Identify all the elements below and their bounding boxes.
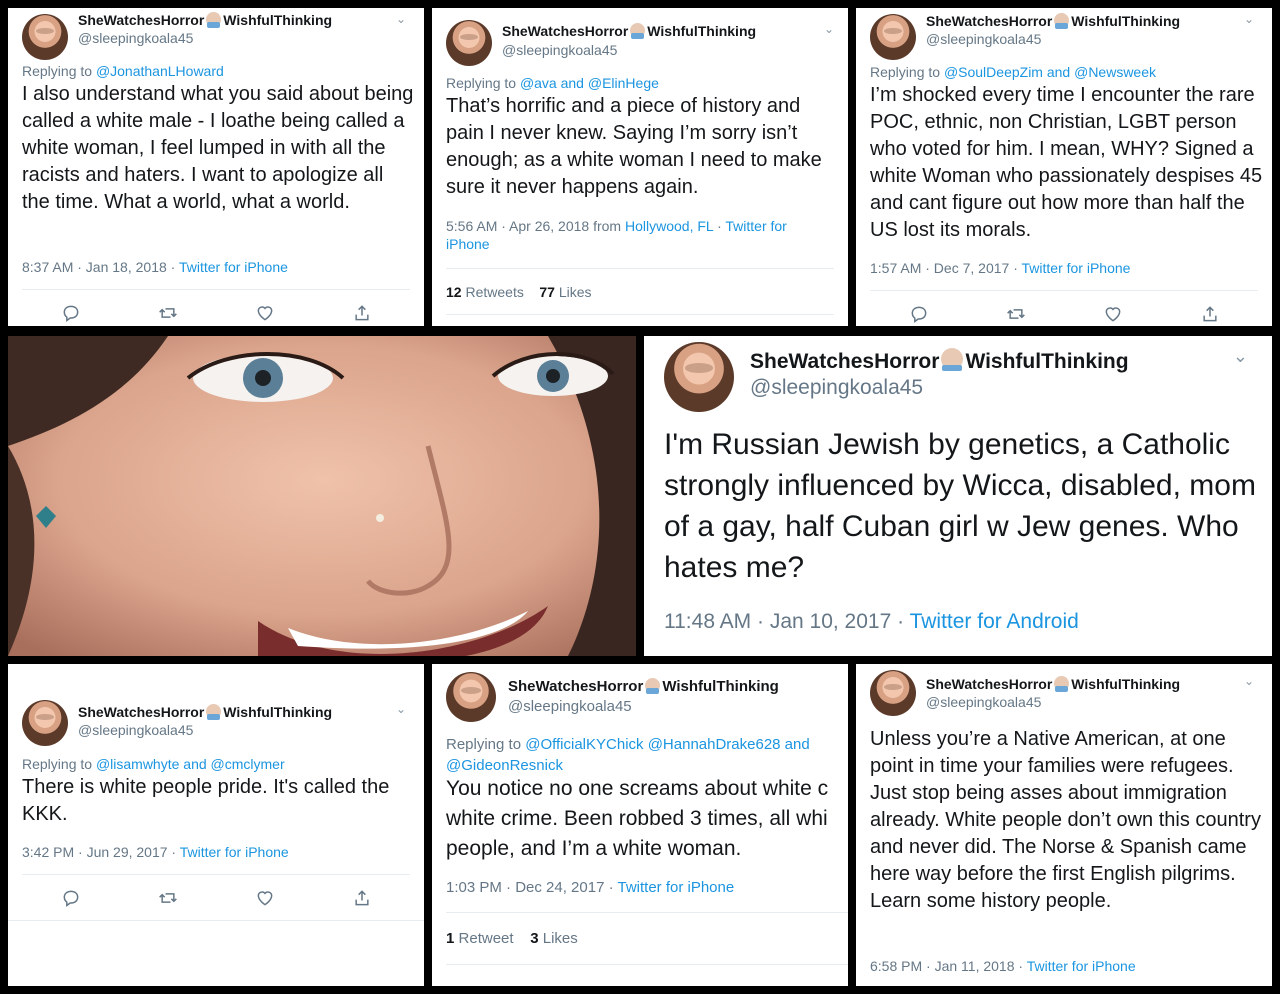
tweet-time[interactable]: 1:03 PM · Dec 24, 2017 · — [446, 879, 618, 896]
replying-to — [870, 64, 1156, 80]
display-name-right: WishfulThinking — [965, 350, 1129, 373]
technologist-emoji-icon — [645, 678, 660, 693]
tweet-time[interactable]: 3:42 PM · Jun 29, 2017 · — [22, 844, 180, 860]
tweet-timestamp — [446, 879, 734, 896]
tweet-time[interactable]: 11:48 AM · Jan 10, 2017 · — [664, 610, 910, 633]
reply-icon[interactable] — [60, 302, 82, 324]
face-illustration — [8, 336, 636, 656]
chevron-down-icon[interactable]: ⌄ — [1243, 12, 1254, 26]
tweet-text: Unless you’re a Native American, at one point in time your families were refugees. Just stop being asses about immigration already. White people don’t own this country and never did. The Norse & Spanish came here way before the first English pilgrims. Learn some history people. — [870, 728, 1261, 912]
tweet-time[interactable]: 5:56 AM · Apr 26, 2018 from — [446, 218, 625, 234]
user-handle[interactable]: @sleepingkoala45 — [750, 376, 924, 399]
avatar[interactable] — [22, 14, 68, 60]
display-name[interactable] — [926, 676, 1180, 692]
technologist-emoji-icon — [1054, 13, 1069, 28]
reply-icon[interactable] — [60, 887, 82, 909]
user-handle[interactable]: @sleepingkoala45 — [78, 30, 194, 46]
divider — [446, 912, 848, 913]
tweet-card-6 — [432, 664, 848, 986]
tweet-card-5 — [8, 664, 424, 986]
tweet-timestamp — [870, 958, 1136, 974]
tweet-timestamp — [446, 217, 826, 253]
user-handle[interactable]: @sleepingkoala45 — [926, 694, 1042, 710]
replying-to — [22, 756, 285, 772]
display-name-left: SheWatchesHorror — [508, 678, 644, 695]
display-name[interactable] — [78, 704, 332, 720]
chevron-down-icon[interactable]: ⌄ — [1232, 346, 1248, 366]
like-icon[interactable] — [254, 302, 276, 324]
tweet-timestamp — [22, 844, 289, 860]
avatar[interactable] — [664, 342, 734, 412]
retweet-count-label[interactable]: Retweet — [458, 930, 514, 947]
display-name[interactable] — [502, 23, 756, 39]
tweet-timestamp — [664, 610, 1079, 634]
display-name-left: SheWatchesHorror — [926, 676, 1053, 692]
user-handle[interactable]: @sleepingkoala45 — [926, 31, 1042, 47]
like-count-label[interactable]: Likes — [558, 284, 592, 300]
display-name[interactable] — [78, 12, 332, 28]
avatar[interactable] — [870, 14, 916, 60]
technologist-emoji-icon — [206, 704, 221, 719]
tweet-text: You notice no one screams about white c white crime. Been robbed 3 times, all whi people, and I’m a white woman. — [446, 777, 829, 860]
technologist-emoji-icon — [1054, 676, 1069, 691]
action-bar — [22, 302, 410, 324]
reply-mention-link[interactable]: @ava and @ElinHege — [519, 75, 659, 91]
like-icon[interactable] — [1102, 303, 1124, 325]
tweet-card-2 — [432, 8, 848, 326]
user-handle[interactable]: @sleepingkoala45 — [502, 42, 618, 58]
replying-to-label: Replying to — [446, 75, 520, 91]
tweet-time[interactable]: 8:37 AM · Jan 18, 2018 · — [22, 259, 179, 275]
reply-icon[interactable] — [908, 303, 930, 325]
engagement-stats — [446, 930, 578, 947]
technologist-emoji-icon — [206, 12, 221, 27]
display-name-left: SheWatchesHorror — [750, 350, 940, 373]
display-name-right: WishfulThinking — [647, 23, 757, 39]
tweet-source-link[interactable]: Twitter for Android — [909, 610, 1079, 633]
chevron-down-icon[interactable]: ⌄ — [1243, 674, 1254, 688]
reply-mention-link[interactable]: @SoulDeepZim and @Newsweek — [943, 64, 1157, 80]
engagement-stats — [446, 284, 592, 300]
like-icon[interactable] — [254, 887, 276, 909]
tweet-source-link[interactable]: Twitter for iPhone — [1021, 260, 1131, 276]
retweet-icon[interactable] — [1005, 303, 1027, 325]
replying-to-label: Replying to — [22, 756, 96, 772]
display-name-left: SheWatchesHorror — [502, 23, 629, 39]
replying-to — [446, 75, 659, 91]
divider — [22, 874, 410, 875]
divider — [22, 289, 410, 290]
user-handle[interactable]: @sleepingkoala45 — [508, 698, 632, 715]
divider — [446, 268, 834, 269]
reply-mention-link[interactable]: @JonathanLHoward — [95, 63, 224, 79]
retweet-icon[interactable] — [157, 302, 179, 324]
like-count[interactable]: 77 — [539, 284, 555, 300]
divider — [8, 920, 424, 921]
divider — [446, 314, 834, 315]
display-name[interactable] — [926, 13, 1180, 29]
avatar[interactable] — [870, 670, 916, 716]
tweet-source-link[interactable]: Twitter for iPhone — [179, 844, 289, 860]
replying-to-label: Replying to — [446, 736, 526, 753]
tweet-time[interactable]: 6:58 PM · Jan 11, 2018 · — [870, 958, 1027, 974]
retweet-count-label[interactable]: Retweets — [465, 284, 524, 300]
display-name-right: WishfulThinking — [1071, 676, 1181, 692]
display-name-left: SheWatchesHorror — [926, 13, 1053, 29]
technologist-emoji-icon — [941, 348, 963, 370]
reply-mention-link[interactable]: @OfficialKYChick @HannahDrake628 and @GideonResnick — [446, 736, 810, 774]
tweet-source-link[interactable]: Twitter for iPhone — [446, 218, 787, 252]
display-name-left: SheWatchesHorror — [78, 704, 205, 720]
tweet-card-3 — [856, 8, 1272, 326]
tweet-source-link[interactable]: Twitter for iPhone — [1026, 958, 1136, 974]
tweet-source-link[interactable]: Twitter for iPhone — [617, 879, 735, 896]
like-count-label[interactable]: Likes — [542, 930, 578, 947]
tweet-timestamp — [22, 259, 288, 275]
replying-to — [22, 63, 224, 79]
chevron-down-icon[interactable]: ⌄ — [395, 12, 406, 26]
technologist-emoji-icon — [630, 23, 645, 38]
tweet-text: That’s horrific and a piece of history and pain I never knew. Saying I’m sorry isn’t enough; as a white woman I need to make sure it never happens again. — [446, 95, 822, 198]
chevron-down-icon[interactable]: ⌄ — [823, 22, 834, 36]
retweet-count[interactable]: 12 — [446, 284, 462, 300]
display-name-right: WishfulThinking — [223, 704, 333, 720]
tweet-text: I'm Russian Jewish by genetics, a Catholic strongly influenced by Wicca, disabled, mom of a gay, half Cuban girl w Jew genes. Who hates me? — [664, 428, 1256, 584]
tweet-text: I also understand what you said about being called a white male - I loathe being called a white woman, I feel lumped in with all the racists and haters. I want to apologize all the time. What a world, what a world. — [22, 83, 414, 213]
avatar[interactable] — [446, 672, 496, 722]
display-name[interactable] — [508, 678, 779, 695]
display-name-right: WishfulThinking — [662, 678, 779, 695]
tweet-timestamp — [870, 260, 1130, 276]
share-icon[interactable] — [1199, 303, 1221, 325]
replying-to-label: Replying to — [870, 64, 944, 80]
tweet-card-7 — [856, 664, 1272, 986]
tweet-source-link[interactable]: Twitter for iPhone — [178, 259, 288, 275]
display-name[interactable] — [750, 348, 1129, 374]
action-bar — [22, 887, 410, 909]
profile-photo-closeup — [8, 336, 636, 656]
reply-mention-link[interactable]: @lisamwhyte and @cmclymer — [95, 756, 285, 772]
share-icon[interactable] — [351, 887, 373, 909]
chevron-down-icon[interactable]: ⌄ — [395, 702, 406, 716]
user-handle[interactable]: @sleepingkoala45 — [78, 722, 194, 738]
replying-to-label: Replying to — [22, 63, 96, 79]
avatar[interactable] — [22, 700, 68, 746]
replying-to — [446, 734, 838, 776]
tweet-location-link[interactable]: Hollywood, FL — [625, 218, 714, 234]
tweet-card-featured — [644, 336, 1272, 656]
action-bar — [870, 303, 1258, 325]
like-count[interactable]: 3 — [530, 930, 539, 947]
divider — [446, 964, 848, 965]
tweet-text: I’m shocked every time I encounter the rare POC, ethnic, non Christian, LGBT person who voted for him. I mean, WHY? Signed a white Woman who passionately despises 45 and cant figure out how more than half the US lost its morals. — [870, 84, 1263, 241]
avatar[interactable] — [446, 20, 492, 66]
display-name-right: WishfulThinking — [223, 12, 333, 28]
display-name-left: SheWatchesHorror — [78, 12, 205, 28]
divider — [870, 290, 1258, 291]
tweet-card-1 — [8, 8, 424, 326]
tweet-time[interactable]: 1:57 AM · Dec 7, 2017 · — [870, 260, 1022, 276]
retweet-count[interactable]: 1 — [446, 930, 455, 947]
display-name-right: WishfulThinking — [1071, 13, 1181, 29]
meta-separator: · — [713, 218, 726, 234]
tweet-text: There is white people pride. It's called the KKK. — [22, 776, 390, 825]
share-icon[interactable] — [351, 302, 373, 324]
retweet-icon[interactable] — [157, 887, 179, 909]
